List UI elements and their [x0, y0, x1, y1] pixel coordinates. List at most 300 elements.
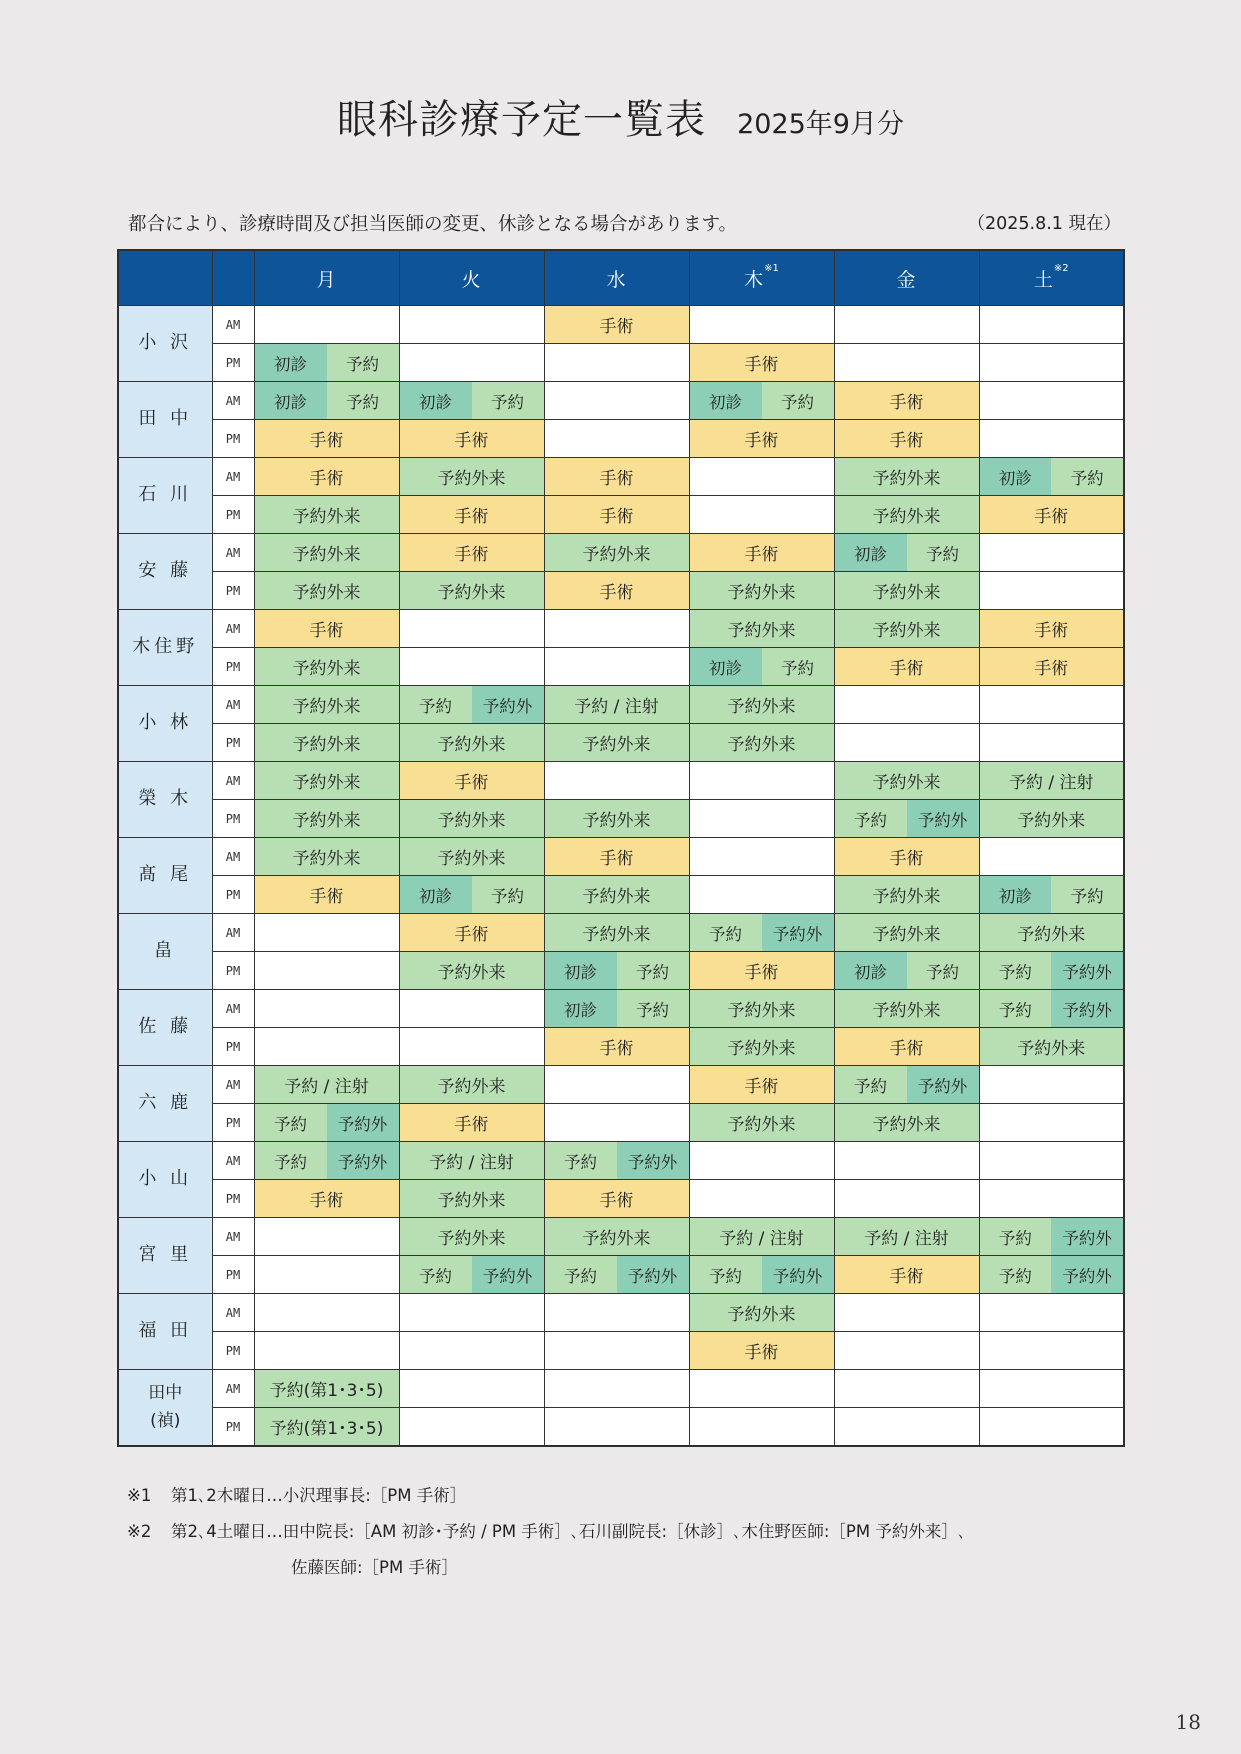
schedule-cell	[979, 990, 1124, 1028]
schedule-cell: 手術	[834, 838, 979, 876]
header-row	[118, 250, 1124, 306]
schedule-cell	[544, 990, 689, 1028]
schedule-cell: 予約外来	[834, 1104, 979, 1142]
split-entry: 予約	[255, 1142, 327, 1179]
slot-label: AM	[212, 534, 254, 572]
header-day: 水	[544, 250, 689, 306]
schedule-cell	[834, 306, 979, 344]
header-day: 火	[399, 250, 544, 306]
schedule-cell	[544, 1104, 689, 1142]
schedule-cell: 予約外来	[689, 1104, 834, 1142]
split-entry: 予約	[980, 990, 1052, 1027]
schedule-cell: 予約外来	[254, 496, 399, 534]
schedule-cell	[979, 1256, 1124, 1294]
schedule-cell: 予約外来	[254, 838, 399, 876]
schedule-cell: 予約外来	[254, 800, 399, 838]
schedule-cell	[979, 838, 1124, 876]
schedule-cell: 手術	[399, 420, 544, 458]
split-entry: 予約	[907, 534, 979, 571]
doctor-name: 小 沢	[118, 306, 212, 382]
split-entry: 予約	[1051, 876, 1123, 913]
schedule-cell: 予約外来	[689, 1294, 834, 1332]
doctor-name: 佐 藤	[118, 990, 212, 1066]
schedule-cell	[979, 1294, 1124, 1332]
title-main: 眼科診療予定一覧表	[337, 97, 706, 143]
split-cell	[835, 1066, 979, 1103]
schedule-cell: 手術	[834, 420, 979, 458]
schedule-row	[118, 458, 1124, 496]
schedule-cell: 予約外来	[399, 572, 544, 610]
doctor-name: 小 林	[118, 686, 212, 762]
split-entry: 予約外	[617, 1256, 689, 1293]
schedule-cell: 予約 / 注射	[689, 1218, 834, 1256]
schedule-cell	[399, 382, 544, 420]
split-cell	[545, 1256, 689, 1293]
schedule-cell	[544, 610, 689, 648]
split-entry: 初診	[835, 534, 907, 571]
slot-label: PM	[212, 420, 254, 458]
schedule-cell	[689, 458, 834, 496]
schedule-row	[118, 1180, 1124, 1218]
header-slot	[212, 250, 254, 306]
page-title	[0, 88, 1241, 145]
schedule-cell	[979, 1370, 1124, 1408]
slot-label: AM	[212, 686, 254, 724]
schedule-cell	[399, 1028, 544, 1066]
split-entry: 初診	[255, 344, 327, 381]
doctor-name: 榮 木	[118, 762, 212, 838]
schedule-cell	[399, 686, 544, 724]
schedule-cell: 予約 / 注射	[979, 762, 1124, 800]
split-entry: 予約	[762, 382, 834, 419]
split-cell	[980, 458, 1124, 495]
split-cell	[400, 382, 544, 419]
schedule-cell: 手術	[254, 1180, 399, 1218]
split-cell	[835, 952, 979, 989]
schedule-cell: 手術	[544, 1180, 689, 1218]
schedule-cell: 予約外来	[544, 876, 689, 914]
schedule-cell: 手術	[544, 838, 689, 876]
schedule-cell: 予約外来	[254, 724, 399, 762]
schedule-cell	[834, 952, 979, 990]
schedule-cell	[979, 1218, 1124, 1256]
schedule-cell: 予約 / 注射	[544, 686, 689, 724]
schedule-cell	[979, 420, 1124, 458]
schedule-cell	[254, 990, 399, 1028]
schedule-cell: 予約外来	[979, 800, 1124, 838]
header-doctor	[118, 250, 212, 306]
split-entry: 予約	[400, 1256, 472, 1293]
schedule-table	[117, 249, 1125, 1447]
split-entry: 予約	[617, 990, 689, 1027]
schedule-cell: 手術	[544, 572, 689, 610]
doctor-name: 畠	[118, 914, 212, 990]
schedule-cell	[254, 1142, 399, 1180]
split-entry: 予約	[327, 344, 399, 381]
schedule-row	[118, 1294, 1124, 1332]
schedule-cell: 手術	[399, 1104, 544, 1142]
schedule-cell: 予約(第1･3･5)	[254, 1370, 399, 1408]
schedule-cell: 予約外来	[834, 876, 979, 914]
split-entry: 予約外	[472, 1256, 544, 1293]
schedule-cell	[689, 496, 834, 534]
schedule-cell	[979, 382, 1124, 420]
schedule-cell	[254, 306, 399, 344]
schedule-cell	[399, 876, 544, 914]
schedule-cell	[689, 1142, 834, 1180]
schedule-cell	[544, 648, 689, 686]
schedule-row	[118, 1028, 1124, 1066]
schedule-cell: 手術	[399, 914, 544, 952]
footnote-continuation: 佐藤医師:［PM 手術］	[291, 1558, 458, 1577]
schedule-cell: 予約外来	[399, 458, 544, 496]
schedule-cell	[399, 1408, 544, 1447]
split-cell	[980, 990, 1124, 1027]
schedule-row	[118, 1256, 1124, 1294]
schedule-cell: 予約外来	[979, 1028, 1124, 1066]
schedule-cell: 手術	[544, 496, 689, 534]
schedule-cell: 予約外来	[399, 1066, 544, 1104]
doctor-name: 安 藤	[118, 534, 212, 610]
schedule-cell: 手術	[544, 458, 689, 496]
schedule-cell: 予約外来	[399, 800, 544, 838]
schedule-row	[118, 876, 1124, 914]
schedule-note: 都合により、診療時間及び担当医師の変更、休診となる場合があります。	[128, 214, 738, 235]
slot-label: PM	[212, 800, 254, 838]
schedule-cell	[689, 648, 834, 686]
schedule-cell	[689, 1370, 834, 1408]
split-entry: 予約	[545, 1142, 617, 1179]
schedule-row	[118, 1408, 1124, 1447]
schedule-cell	[689, 838, 834, 876]
schedule-cell: 予約外来	[834, 458, 979, 496]
schedule-row	[118, 762, 1124, 800]
schedule-cell	[544, 1066, 689, 1104]
slot-label: AM	[212, 306, 254, 344]
schedule-cell	[834, 1180, 979, 1218]
schedule-cell: 手術	[689, 1066, 834, 1104]
split-entry: 予約外	[472, 686, 544, 723]
split-entry: 予約外	[1051, 952, 1123, 989]
split-entry: 初診	[980, 876, 1052, 913]
schedule-cell	[689, 1408, 834, 1447]
schedule-cell	[979, 306, 1124, 344]
slot-label: AM	[212, 914, 254, 952]
split-entry: 予約	[907, 952, 979, 989]
schedule-cell	[544, 762, 689, 800]
schedule-cell	[834, 1066, 979, 1104]
split-entry: 予約外	[907, 1066, 979, 1103]
footnote-text: 第1､2木曜日…小沢理事長:［PM 手術］	[171, 1486, 467, 1505]
schedule-cell: 手術	[979, 610, 1124, 648]
schedule-cell	[399, 1256, 544, 1294]
schedule-cell	[979, 686, 1124, 724]
schedule-cell: 予約外来	[399, 724, 544, 762]
slot-label: PM	[212, 572, 254, 610]
split-entry: 予約外	[762, 1256, 834, 1293]
schedule-cell: 予約外来	[544, 800, 689, 838]
schedule-cell	[254, 1256, 399, 1294]
schedule-cell	[544, 1332, 689, 1370]
split-entry: 予約	[690, 1256, 762, 1293]
schedule-cell: 予約外来	[254, 572, 399, 610]
schedule-cell: 予約外来	[689, 990, 834, 1028]
schedule-cell: 予約外来	[689, 610, 834, 648]
schedule-cell	[834, 344, 979, 382]
schedule-cell	[399, 1332, 544, 1370]
slot-label: PM	[212, 724, 254, 762]
footnote-mark: ※1	[127, 1486, 152, 1505]
slot-label: AM	[212, 382, 254, 420]
schedule-cell: 手術	[834, 648, 979, 686]
split-cell	[690, 914, 834, 951]
schedule-cell: 予約外来	[254, 534, 399, 572]
slot-label: AM	[212, 1370, 254, 1408]
schedule-cell: 予約外来	[834, 914, 979, 952]
schedule-cell	[834, 1370, 979, 1408]
split-entry: 予約	[472, 876, 544, 913]
slot-label: PM	[212, 1408, 254, 1447]
as-of-date: （2025.8.1 現在）	[967, 214, 1121, 234]
split-entry: 予約	[690, 914, 762, 951]
schedule-row	[118, 1142, 1124, 1180]
schedule-cell	[979, 952, 1124, 990]
split-entry: 予約外	[1051, 1218, 1123, 1255]
header-day: 月	[254, 250, 399, 306]
schedule-cell: 予約外来	[979, 914, 1124, 952]
split-entry: 初診	[690, 382, 762, 419]
footnote	[127, 1514, 966, 1550]
schedule-cell	[544, 344, 689, 382]
slot-label: PM	[212, 1180, 254, 1218]
schedule-cell: 予約外来	[399, 838, 544, 876]
schedule-cell	[689, 876, 834, 914]
split-cell	[255, 344, 399, 381]
split-entry: 予約外	[762, 914, 834, 951]
schedule-row	[118, 1104, 1124, 1142]
schedule-cell	[544, 1256, 689, 1294]
footnote-text: 第2､4土曜日…田中院長:［AM 初診･予約 / PM 手術］､石川副院長:［休診］､木住野医師:［PM 予約外来］､	[171, 1522, 967, 1541]
schedule-cell	[254, 382, 399, 420]
doctor-name: 木住野	[118, 610, 212, 686]
slot-label: AM	[212, 1294, 254, 1332]
schedule-row	[118, 1332, 1124, 1370]
schedule-cell	[689, 382, 834, 420]
schedule-cell: 予約外来	[254, 762, 399, 800]
schedule-cell	[254, 952, 399, 990]
slot-label: PM	[212, 496, 254, 534]
slot-label: AM	[212, 610, 254, 648]
split-entry: 予約	[980, 1256, 1052, 1293]
slot-label: PM	[212, 1332, 254, 1370]
schedule-cell: 手術	[689, 534, 834, 572]
schedule-cell: 手術	[689, 1332, 834, 1370]
schedule-row	[118, 534, 1124, 572]
split-entry: 予約	[327, 382, 399, 419]
doctor-name: 宮 里	[118, 1218, 212, 1294]
schedule-cell: 予約外来	[834, 610, 979, 648]
schedule-cell	[544, 952, 689, 990]
schedule-cell	[254, 914, 399, 952]
schedule-cell	[689, 914, 834, 952]
schedule-cell: 手術	[689, 420, 834, 458]
split-cell	[980, 1256, 1124, 1293]
schedule-cell: 予約外来	[689, 724, 834, 762]
split-entry: 予約	[835, 1066, 907, 1103]
schedule-cell	[834, 800, 979, 838]
split-entry: 初診	[255, 382, 327, 419]
schedule-cell: 予約 / 注射	[254, 1066, 399, 1104]
schedule-cell	[979, 1180, 1124, 1218]
schedule-cell: 予約外来	[689, 686, 834, 724]
schedule-cell: 予約外来	[834, 762, 979, 800]
schedule-cell	[689, 762, 834, 800]
split-cell	[980, 1218, 1124, 1255]
schedule-row	[118, 1066, 1124, 1104]
slot-label: AM	[212, 1142, 254, 1180]
split-entry: 初診	[835, 952, 907, 989]
split-entry: 予約	[980, 1218, 1052, 1255]
split-entry: 予約	[472, 382, 544, 419]
schedule-cell	[544, 420, 689, 458]
schedule-cell: 予約外来	[399, 952, 544, 990]
schedule-row	[118, 724, 1124, 762]
schedule-cell: 手術	[544, 1028, 689, 1066]
schedule-cell	[399, 610, 544, 648]
split-entry: 予約外	[327, 1142, 399, 1179]
slot-label: AM	[212, 1218, 254, 1256]
split-cell	[545, 952, 689, 989]
split-cell	[400, 1256, 544, 1293]
split-cell	[835, 534, 979, 571]
schedule-row	[118, 990, 1124, 1028]
schedule-cell	[544, 1370, 689, 1408]
schedule-cell	[399, 648, 544, 686]
schedule-row	[118, 420, 1124, 458]
schedule-cell	[979, 458, 1124, 496]
schedule-cell: 予約 / 注射	[399, 1142, 544, 1180]
schedule-cell: 予約外来	[254, 648, 399, 686]
slot-label: AM	[212, 458, 254, 496]
schedule-cell	[834, 724, 979, 762]
schedule-cell	[399, 344, 544, 382]
schedule-cell	[399, 1370, 544, 1408]
schedule-row	[118, 1218, 1124, 1256]
split-entry: 予約	[545, 1256, 617, 1293]
schedule-cell: 手術	[399, 534, 544, 572]
split-entry: 予約	[835, 800, 907, 837]
split-cell	[545, 1142, 689, 1179]
schedule-cell: 手術	[979, 648, 1124, 686]
split-entry: 初診	[400, 382, 472, 419]
schedule-cell	[979, 534, 1124, 572]
schedule-cell: 予約外来	[399, 1180, 544, 1218]
schedule-cell	[254, 344, 399, 382]
schedule-cell: 予約外来	[544, 914, 689, 952]
split-cell	[835, 800, 979, 837]
schedule-cell: 手術	[399, 496, 544, 534]
schedule-cell	[544, 1142, 689, 1180]
slot-label: AM	[212, 838, 254, 876]
split-cell	[690, 382, 834, 419]
schedule-row	[118, 382, 1124, 420]
header-day: 金	[834, 250, 979, 306]
doctor-name: 小 山	[118, 1142, 212, 1218]
footnotes	[127, 1478, 966, 1586]
split-entry: 予約	[1051, 458, 1123, 495]
schedule-cell	[834, 534, 979, 572]
split-entry: 初診	[545, 990, 617, 1027]
slot-label: PM	[212, 1256, 254, 1294]
split-cell	[690, 648, 834, 685]
schedule-cell	[689, 1256, 834, 1294]
split-cell	[980, 876, 1124, 913]
schedule-cell: 予約外来	[834, 990, 979, 1028]
schedule-cell: 手術	[834, 1028, 979, 1066]
title-sub: 2025年9月分	[737, 109, 904, 140]
schedule-cell	[979, 1066, 1124, 1104]
schedule-cell: 予約(第1･3･5)	[254, 1408, 399, 1447]
schedule-cell	[979, 1332, 1124, 1370]
schedule-cell: 予約外来	[834, 496, 979, 534]
schedule-cell	[544, 1294, 689, 1332]
split-cell	[545, 990, 689, 1027]
schedule-cell: 予約外来	[544, 1218, 689, 1256]
schedule-row	[118, 572, 1124, 610]
schedule-row	[118, 800, 1124, 838]
schedule-row	[118, 306, 1124, 344]
schedule-row	[118, 686, 1124, 724]
schedule-row	[118, 914, 1124, 952]
schedule-cell	[979, 1142, 1124, 1180]
schedule-cell: 手術	[254, 610, 399, 648]
schedule-cell	[254, 1028, 399, 1066]
page-number: 18	[1175, 1710, 1201, 1734]
split-cell	[255, 1104, 399, 1141]
slot-label: PM	[212, 1104, 254, 1142]
schedule-cell: 手術	[689, 952, 834, 990]
header-day: 木$^{※1}$	[689, 250, 834, 306]
split-cell	[400, 686, 544, 723]
slot-label: AM	[212, 1066, 254, 1104]
doctor-name: 福 田	[118, 1294, 212, 1370]
schedule-row	[118, 1370, 1124, 1408]
schedule-cell	[979, 1408, 1124, 1447]
schedule-cell	[399, 306, 544, 344]
header-day: 土$^{※2}$	[979, 250, 1124, 306]
schedule-cell	[979, 572, 1124, 610]
split-cell	[400, 876, 544, 913]
schedule-cell: 手術	[834, 1256, 979, 1294]
slot-label: AM	[212, 762, 254, 800]
split-entry: 予約外	[1051, 990, 1123, 1027]
schedule-cell	[254, 1104, 399, 1142]
slot-label: AM	[212, 990, 254, 1028]
schedule-cell: 予約外来	[544, 724, 689, 762]
split-entry: 初診	[545, 952, 617, 989]
schedule-row	[118, 344, 1124, 382]
schedule-cell	[834, 1332, 979, 1370]
split-cell	[980, 952, 1124, 989]
schedule-cell	[254, 1332, 399, 1370]
schedule-cell: 手術	[544, 306, 689, 344]
schedule-cell	[689, 1180, 834, 1218]
schedule-cell	[834, 686, 979, 724]
split-cell	[690, 1256, 834, 1293]
schedule-row	[118, 952, 1124, 990]
split-entry: 予約	[980, 952, 1052, 989]
schedule-cell: 手術	[254, 876, 399, 914]
